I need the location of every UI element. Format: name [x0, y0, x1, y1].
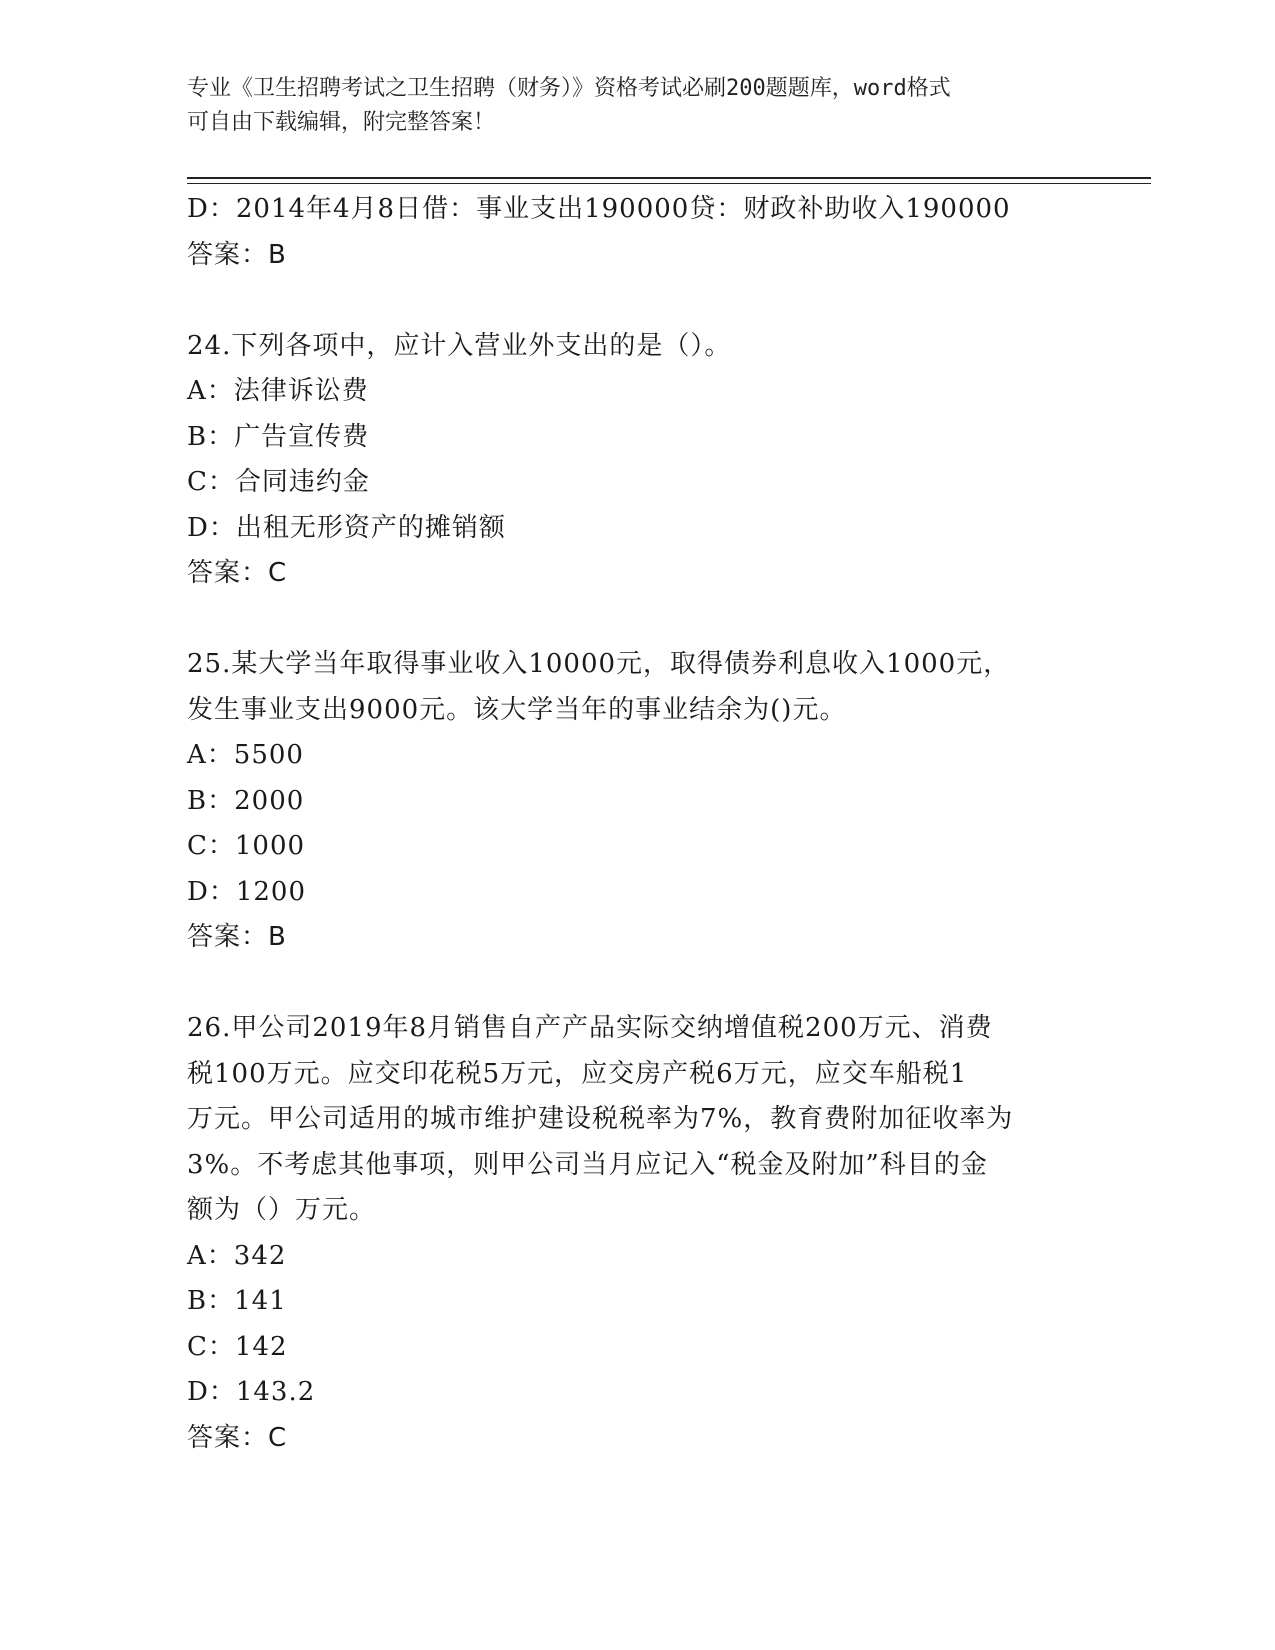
- header-rule: [187, 177, 1151, 179]
- option-a: A：5500: [187, 740, 304, 770]
- option-d: D：2014年4月8日借：事业支出190000贷：财政补助收入190000: [187, 194, 1011, 224]
- question-25: [187, 642, 1087, 961]
- question-stem: 税100万元。应交印花税5万元，应交房产税6万元，应交车船税1: [187, 1058, 968, 1089]
- option-a: A：342: [187, 1240, 287, 1271]
- question-stem: 额为（）万元。: [187, 1195, 377, 1225]
- answer-label: 答案：B: [187, 922, 287, 952]
- option-b: B：2000: [187, 785, 305, 816]
- question-stem: 24.下列各项中，应计入营业外支出的是（）。: [187, 330, 732, 361]
- previous-question-tail: [187, 187, 1087, 278]
- question-24: [187, 324, 1087, 597]
- question-stem: 万元。甲公司适用的城市维护建设税税率为7%，教育费附加征收率为: [187, 1104, 1014, 1134]
- option-c: C：合同违约金: [187, 467, 370, 497]
- option-a: A：法律诉讼费: [187, 376, 369, 406]
- answer-label: 答案：C: [187, 1422, 288, 1453]
- header-rule-thin: [187, 183, 1151, 184]
- document-header: [187, 72, 1087, 140]
- spacer: [187, 278, 1087, 324]
- spacer: [187, 597, 1087, 643]
- question-list: [187, 187, 1087, 1461]
- option-d: D：1200: [187, 876, 307, 907]
- question-stem: 26.甲公司2019年8月销售自产产品实际交纳增值税200万元、消费: [187, 1013, 993, 1043]
- answer-label: 答案：B: [187, 239, 287, 270]
- option-c: C：1000: [187, 831, 306, 861]
- option-b: B：广告宣传费: [187, 421, 370, 452]
- question-stem: 3%。不考虑其他事项，则甲公司当月应记入“税金及附加”科目的金: [187, 1149, 988, 1180]
- question-26: [187, 1006, 1087, 1461]
- spacer: [187, 961, 1087, 1007]
- question-stem: 25.某大学当年取得事业收入10000元，取得债券利息收入1000元，: [187, 649, 1011, 679]
- option-d: D：出租无形资产的摊销额: [187, 512, 506, 543]
- answer-label: 答案：C: [187, 558, 288, 588]
- option-c: C：142: [187, 1331, 288, 1362]
- option-b: B：141: [187, 1286, 287, 1316]
- header-line-2: 可自由下载编辑，附完整答案！: [187, 110, 496, 135]
- header-line-1: 专业《卫生招聘考试之卫生招聘（财务）》资格考试必刷200题题库，word格式: [187, 76, 951, 101]
- option-d: D：143.2: [187, 1377, 316, 1407]
- question-stem: 发生事业支出9000元。该大学当年的事业结余为()元。: [187, 694, 847, 725]
